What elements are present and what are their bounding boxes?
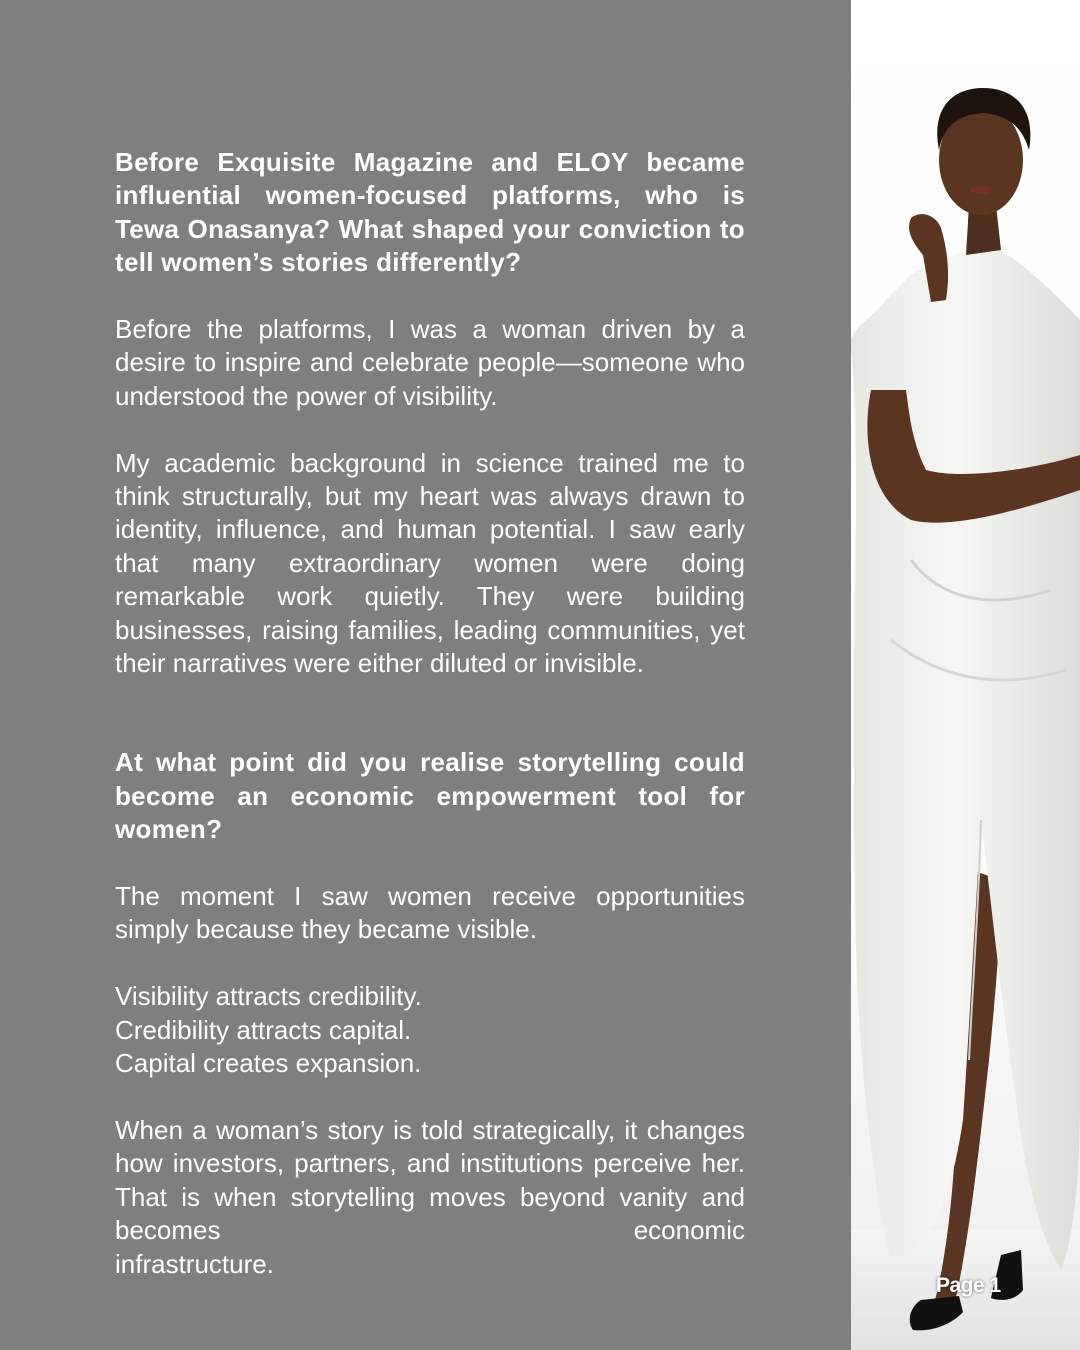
answer-2-paragraph-3-end: infrastructure. (115, 1248, 274, 1279)
answer-2-paragraph-3 (115, 1114, 745, 1281)
page-number-label: Page 1 (936, 1274, 1001, 1297)
question-1: Before Exquisite Magazine and ELOY became influential women-focused platforms, who is Tewa Onasanya? What shaped your conviction to tell women’s stories differently? (115, 147, 745, 278)
answer-2-line-1: Visibility attracts credibility. (115, 981, 422, 1012)
answer-2-paragraph-1: The moment I saw women receive opportunities simply because they became visible. (115, 881, 745, 945)
portrait-photo (851, 0, 1080, 1350)
portrait-illustration (851, 0, 1080, 1350)
answer-2-line-3: Capital creates expansion. (115, 1048, 422, 1079)
answer-2-paragraph-3-body: When a woman’s story is told strategically, it changes how investors, partners, and institutions perceive her. That is when storytelling moves beyond vanity and becomes economic (115, 1114, 745, 1246)
lips (970, 186, 992, 194)
answer-2-line-2: Credibility attracts capital. (115, 1014, 412, 1045)
question-2: At what point did you realise storytelling could become an economic empowerment tool for women? (115, 747, 745, 845)
article-body (115, 146, 745, 1314)
answer-1-paragraph-1: Before the platforms, I was a woman driven by a desire to inspire and celebrate people—someone who understood the power of visibility. (115, 314, 745, 411)
answer-1-paragraph-2: My academic background in science trained me to think structurally, but my heart was always drawn to identity, influence, and human potential. I saw early that many extraordinary women were doing remarkable work quietly. They were building businesses, raising families, leading communities, yet their narratives were either diluted or invisible. (115, 447, 745, 679)
